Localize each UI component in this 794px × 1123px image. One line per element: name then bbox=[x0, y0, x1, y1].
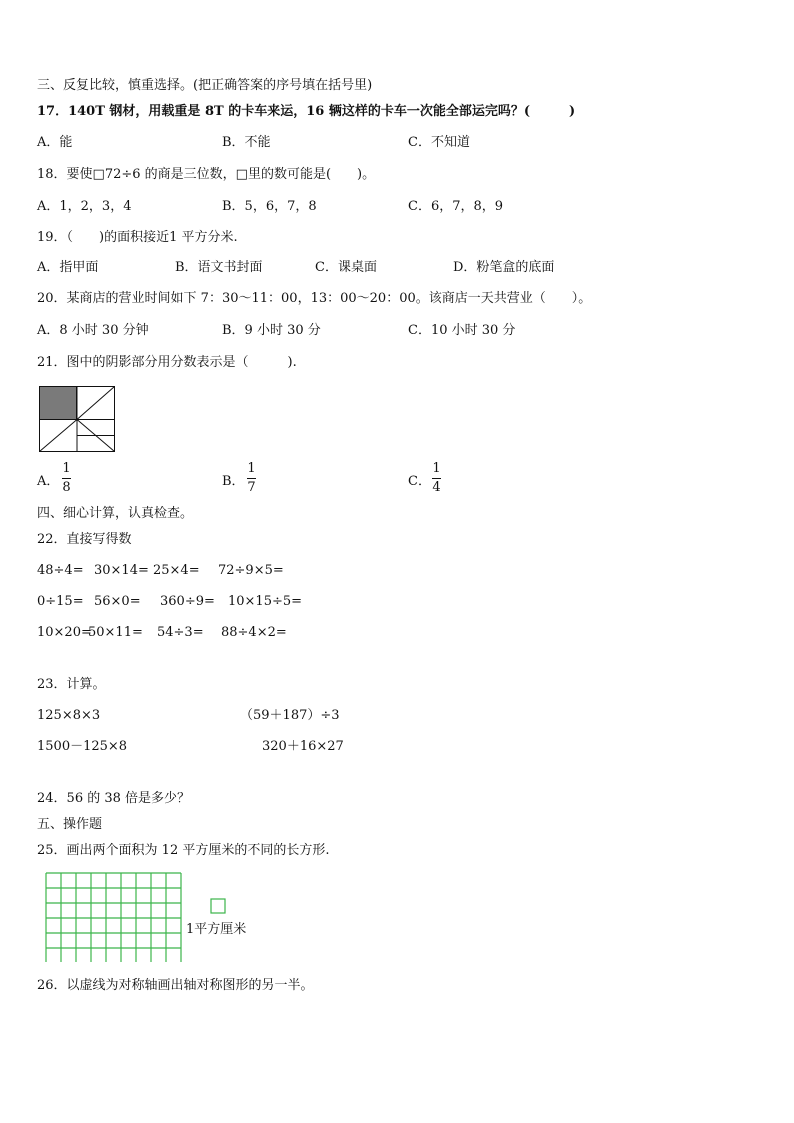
square-grid bbox=[45, 872, 183, 962]
q17-option-b: B．不能 bbox=[222, 135, 271, 150]
q22-item: 72÷9×5= bbox=[218, 563, 284, 578]
fraction-square-figure bbox=[39, 386, 116, 453]
q22-item: 10×15÷5= bbox=[228, 594, 303, 609]
q22-item: 0÷15= bbox=[37, 594, 84, 609]
q21-option-a-letter: A． bbox=[37, 474, 60, 489]
fraction-numerator: 1 bbox=[62, 461, 71, 476]
q19-option-c: C．课桌面 bbox=[315, 260, 377, 275]
fraction-denominator: 7 bbox=[247, 480, 256, 495]
q22-item: 48÷4= bbox=[37, 563, 84, 578]
q20-option-b: B．9 小时 30 分 bbox=[222, 323, 321, 338]
fraction-numerator: 1 bbox=[247, 461, 256, 476]
q22-item: 50×11= bbox=[88, 625, 143, 640]
grid-lines bbox=[46, 873, 181, 962]
q21-option-c-fraction bbox=[432, 462, 441, 495]
question-18-stem: 18．要使□72÷6 的商是三位数，□里的数可能是( )。 bbox=[37, 167, 376, 182]
q22-item: 10×20= bbox=[37, 625, 92, 640]
question-25-stem: 25．画出两个面积为 12 平方厘米的不同的长方形. bbox=[37, 843, 330, 858]
q22-item: 54÷3= bbox=[157, 625, 204, 640]
q21-option-b-letter: B． bbox=[222, 474, 245, 489]
shaded-cell bbox=[40, 387, 77, 420]
fraction-bar bbox=[247, 478, 256, 479]
q17-option-a: A．能 bbox=[37, 135, 73, 150]
q17-option-c: C．不知道 bbox=[408, 135, 470, 150]
q19-option-d: D．粉笔盒的底面 bbox=[453, 260, 555, 275]
fraction-denominator: 8 bbox=[62, 480, 71, 495]
q22-item: 360÷9= bbox=[160, 594, 215, 609]
question-22-stem: 22．直接写得数 bbox=[37, 532, 132, 547]
unit-square-label: 1平方厘米 bbox=[186, 922, 247, 937]
fraction-bar bbox=[432, 478, 441, 479]
q21-option-b-fraction bbox=[247, 462, 256, 495]
question-19-stem: 19．（ )的面积接近1 平方分米. bbox=[37, 230, 238, 245]
q22-item: 56×0= bbox=[94, 594, 141, 609]
q23-item: 320＋16×27 bbox=[262, 739, 344, 754]
q23-item: （59＋187）÷3 bbox=[240, 708, 340, 723]
q22-item: 25×4= bbox=[153, 563, 200, 578]
question-24-stem: 24．56 的 38 倍是多少？ bbox=[37, 791, 191, 806]
q22-item: 30×14= bbox=[94, 563, 149, 578]
question-26-stem: 26．以虚线为对称轴画出轴对称图形的另一半。 bbox=[37, 978, 314, 993]
diagonal-line bbox=[40, 420, 78, 452]
q23-item: 1500－125×8 bbox=[37, 739, 128, 754]
unit-square bbox=[210, 898, 226, 914]
fraction-bar bbox=[62, 478, 71, 479]
fraction-denominator: 4 bbox=[432, 480, 441, 495]
q18-option-b: B．5，6，7，8 bbox=[222, 199, 317, 214]
q22-item: 88÷4×2= bbox=[221, 625, 287, 640]
question-23-stem: 23．计算。 bbox=[37, 677, 106, 692]
q19-option-b: B．语文书封面 bbox=[175, 260, 263, 275]
section-3-heading: 三、反复比较，慎重选择。(把正确答案的序号填在括号里) bbox=[37, 78, 373, 93]
q21-option-a-fraction bbox=[62, 462, 71, 495]
question-20-stem: 20．某商店的营业时间如下 7：30～11：00，13：00～20：00。该商店一天共营业（ ）。 bbox=[37, 291, 592, 306]
diagonal-line bbox=[77, 387, 115, 420]
q23-item: 125×8×3 bbox=[37, 708, 101, 723]
question-21-stem: 21．图中的阴影部分用分数表示是（ ). bbox=[37, 355, 297, 370]
q21-option-c-letter: C． bbox=[408, 474, 431, 489]
q19-option-a: A．指甲面 bbox=[37, 260, 99, 275]
fraction-numerator: 1 bbox=[432, 461, 441, 476]
question-17-stem: 17．140T 钢材，用载重是 8T 的卡车来运，16 辆这样的卡车一次能全部运完吗？( ) bbox=[37, 104, 576, 119]
unit-square-outline bbox=[211, 899, 225, 913]
q18-option-a: A．1，2，3，4 bbox=[37, 199, 132, 214]
q18-option-c: C．6，7，8，9 bbox=[408, 199, 504, 214]
q20-option-a: A．8 小时 30 分钟 bbox=[37, 323, 149, 338]
section-5-heading: 五、操作题 bbox=[37, 817, 103, 832]
q20-option-c: C．10 小时 30 分 bbox=[408, 323, 516, 338]
section-4-heading: 四、细心计算，认真检查。 bbox=[37, 506, 194, 521]
